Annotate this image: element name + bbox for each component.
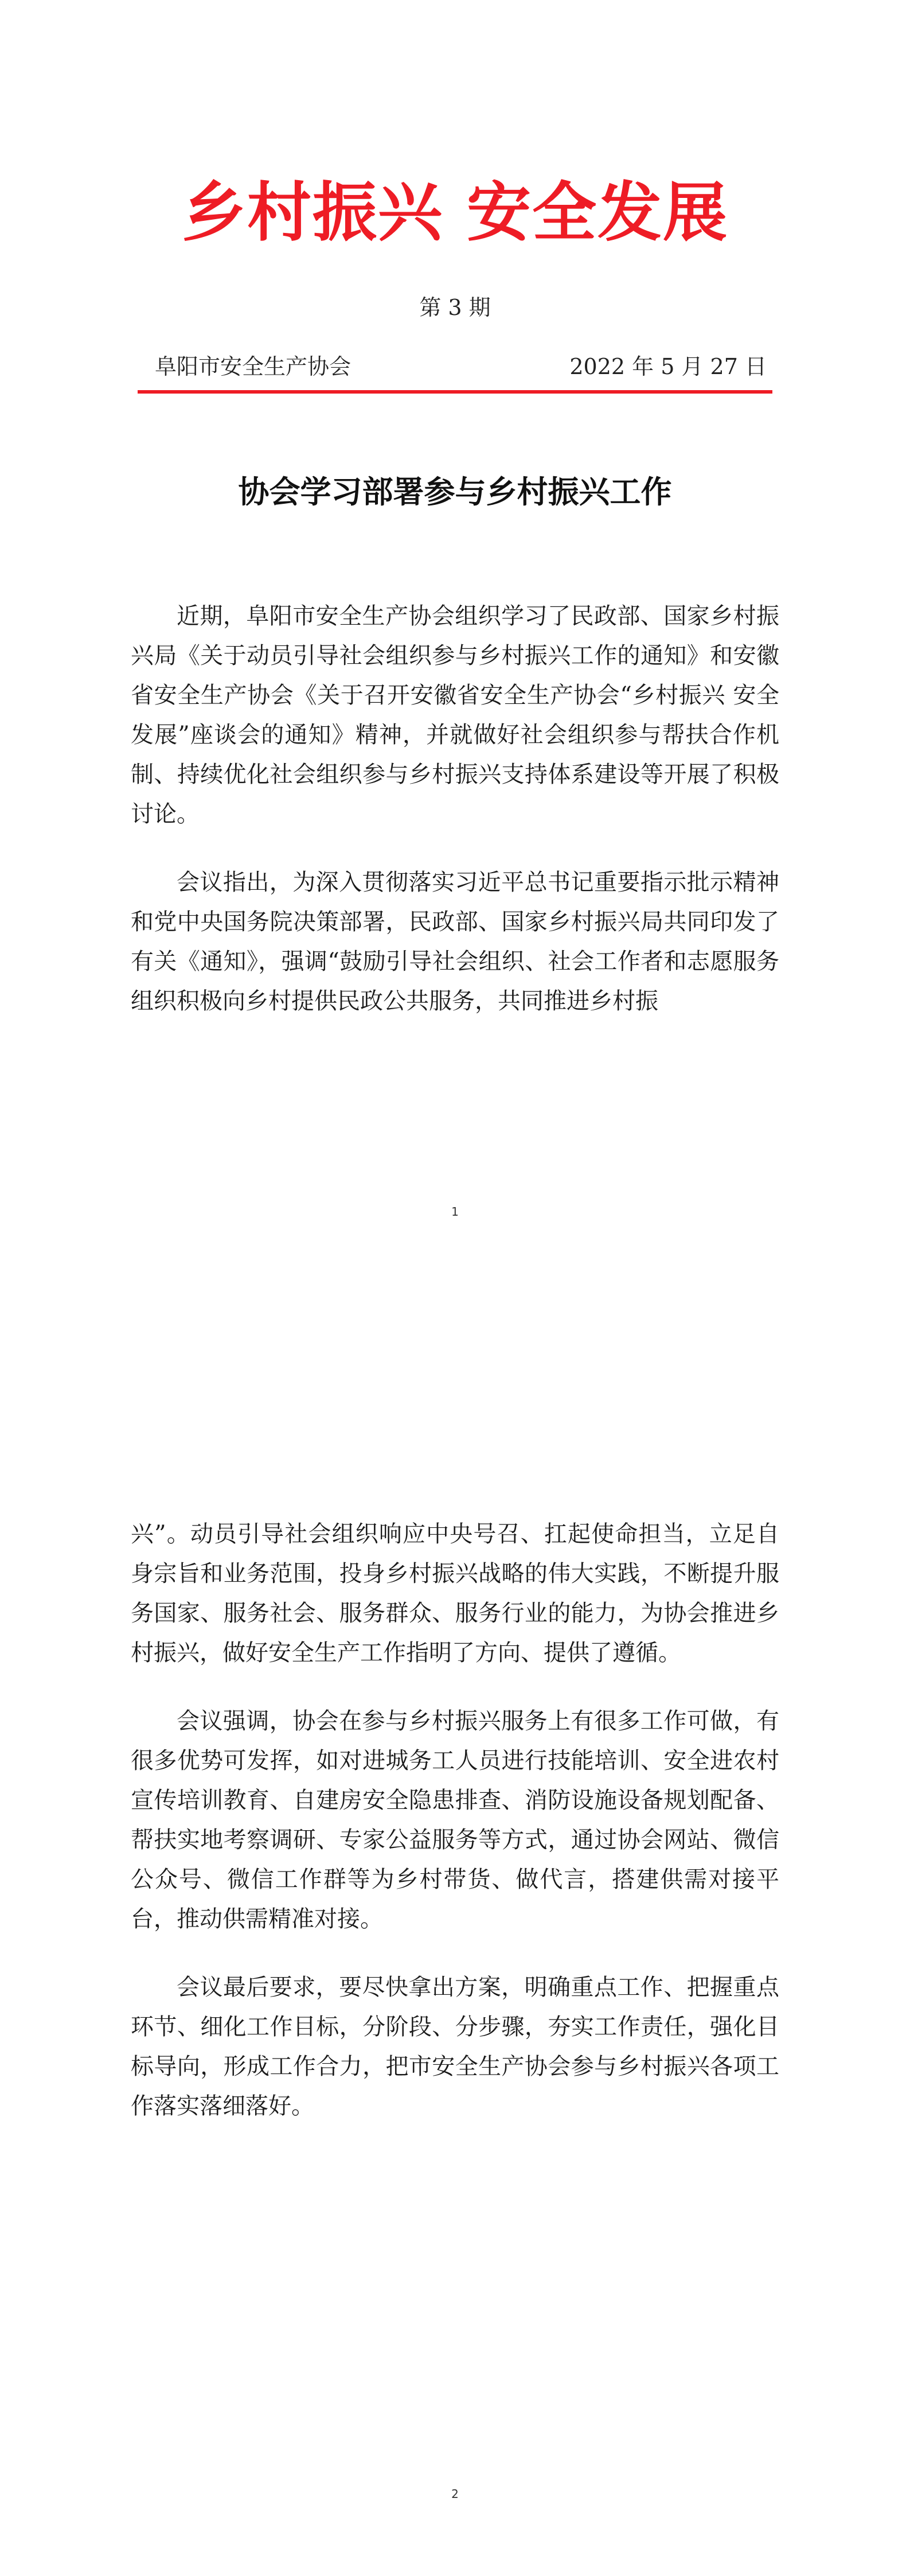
article-title: 协会学习部署参与乡村振兴工作: [238, 473, 672, 510]
paragraph-2-continued: 兴”。动员引导社会组织响应中央号召、扛起使命担当，立足自身宗旨和业务范围，投身乡村振兴战略的伟大实践，不断提升服务国家、服务社会、服务群众、服务行业的能力，为协会推进乡村振兴，做好安全生产工作指明了方向、提供了遵循。: [131, 1521, 779, 1666]
page-number-2: 2: [451, 2487, 459, 2501]
page-number-1: 1: [451, 1205, 459, 1219]
publisher-name: 阜阳市安全生产协会: [155, 354, 351, 379]
issue-number: 第 3 期: [419, 295, 491, 320]
article-body-page-2: [131, 1515, 779, 2126]
publish-date: 2022 年 5 月 27 日: [569, 354, 767, 379]
paragraph-2: 会议指出，为深入贯彻落实习近平总书记重要指示批示精神和党中央国务院决策部署，民政部、国家乡村振兴局共同印发了有关《通知》，强调“鼓励引导社会组织、社会工作者和志愿服务组织积极向乡村提供民政公共服务，共同推进乡村振: [131, 869, 779, 1014]
paragraph-1: 近期，阜阳市安全生产协会组织学习了民政部、国家乡村振兴局《关于动员引导社会组织参与乡村振兴工作的通知》和安徽省安全生产协会《关于召开安徽省安全生产协会“乡村振兴 安全发展”座谈会的通知》精神，并就做好社会组织参与帮扶合作机制、持续优化社会组织参与乡村振兴支持体系建设等开展了积极讨论。: [131, 603, 779, 827]
masthead-title: 乡村振兴 安全发展: [182, 176, 728, 250]
article-body-page-1: [131, 597, 779, 1021]
masthead-red-rule: [138, 390, 772, 394]
paragraph-4: 会议最后要求，要尽快拿出方案，明确重点工作、把握重点环节、细化工作目标，分阶段、分步骤，夯实工作责任，强化目标导向，形成工作合力，把市安全生产协会参与乡村振兴各项工作落实落细落好。: [131, 1974, 779, 2119]
page-2: [0, 1288, 910, 2576]
paragraph-3: 会议强调，协会在参与乡村振兴服务上有很多工作可做，有很多优势可发挥，如对进城务工人员进行技能培训、安全进农村宣传培训教育、自建房安全隐患排查、消防设施设备规划配备、帮扶实地考察调研、专家公益服务等方式，通过协会网站、微信公众号、微信工作群等为乡村带货、做代言，搭建供需对接平台，推动供需精准对接。: [131, 1708, 779, 1932]
